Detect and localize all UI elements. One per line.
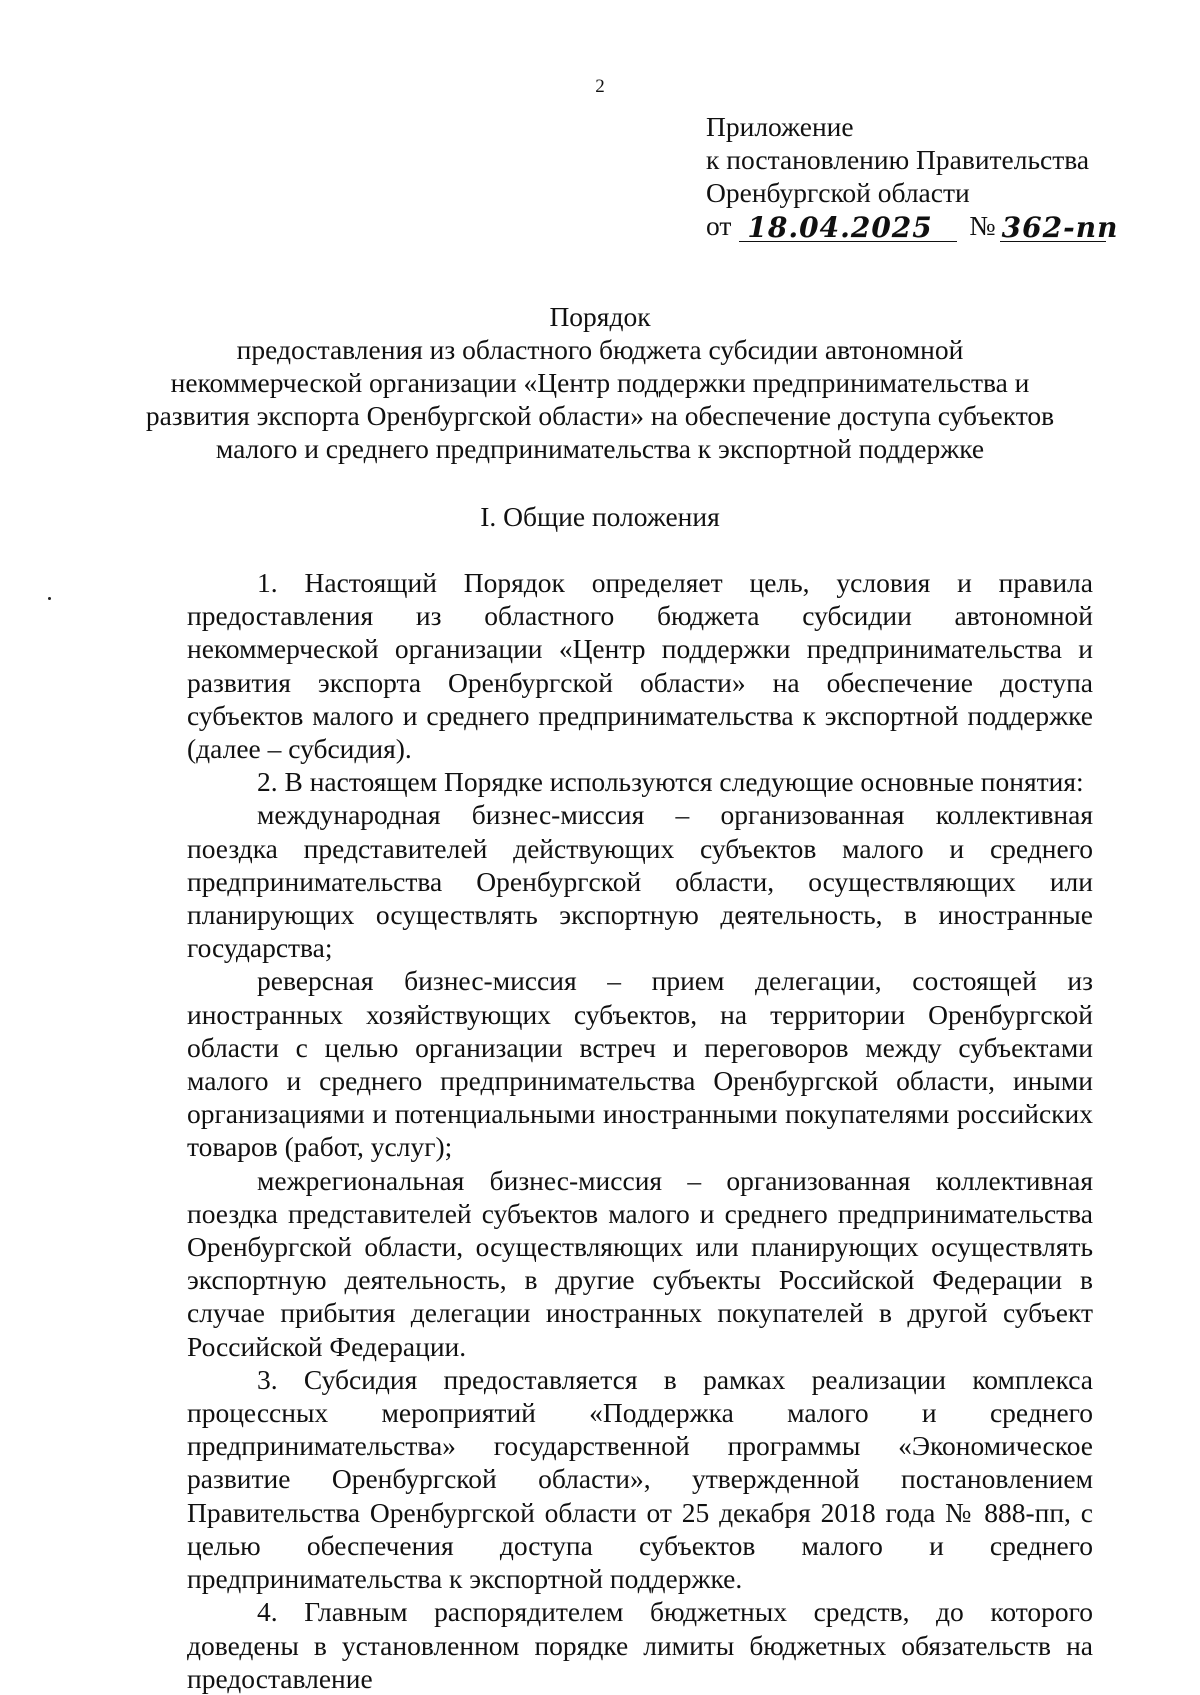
title-line-4: малого и среднего предпринимательства к экспортной поддержке (215, 433, 985, 464)
date-field (739, 210, 957, 242)
number-field (1000, 210, 1119, 244)
handwritten-number: 362-пп (1001, 211, 1119, 244)
title-line-2: некоммерческой организации «Центр поддержки предпринимательства и (170, 367, 1030, 398)
handwritten-date: 18.04.2025 (747, 211, 933, 244)
definition-international-mission: международная бизнес-миссия – организованная коллективная поездка представителей действующих субъектов малого и среднего предпринимательства Оренбургской области, осуществляющих или планирующих осуществлять экспортную деятельность, в иностранные государства; (187, 799, 1093, 964)
definition-reverse-mission: реверсная бизнес-миссия – прием делегации, состоящей из иностранных хозяйствующих субъектов, на территории Оренбургской области с целью организации встреч и переговоров между субъектами малого и среднего предпринимательства Оренбургской области, иными организациями и потенциальными иностранными покупателями российских товаров (работ, услуг); (187, 965, 1093, 1163)
appendix-block (706, 110, 1119, 244)
title-heading: Порядок (549, 301, 651, 332)
definition-interregional-mission: межрегиональная бизнес-миссия – организованная коллективная поездка представителей субъектов малого и среднего предпринимательства Оренбургской области, осуществляющих или планирующих осуществлять экспортную деятельность, в другие субъекты Российской Федерации в случае прибытия делегации иностранных покупателей в другой субъект Российской Федерации. (187, 1164, 1093, 1362)
page-number: 2 (595, 76, 605, 97)
title-line-3: развития экспорта Оренбургской области» на обеспечение доступа субъектов (145, 400, 1055, 431)
document-title (0, 300, 1200, 465)
appendix-line-3: Оренбургской области (706, 177, 970, 208)
appendix-date-number-row (706, 209, 1119, 244)
paragraph-1: 1. Настоящий Порядок определяет цель, условия и правила предоставления из областного бюджета субсидии автономной некоммерческой организации «Центр поддержки предпринимательства и развития экспорта Оренбургской области» на обеспечение доступа субъектов малого и среднего предпринимательства к экспортной поддержке (далее – субсидия). (187, 567, 1093, 765)
section-heading: I. Общие положения (480, 501, 720, 532)
document-body (187, 566, 1093, 1695)
paragraph-2: 2. В настоящем Порядке используются следующие основные понятия: (257, 766, 1084, 798)
appendix-line-1: Приложение (706, 111, 854, 142)
paragraph-4: 4. Главным распорядителем бюджетных средств, до которого доведены в установленном порядке лимиты бюджетных обязательств на предоставление (187, 1596, 1093, 1694)
title-line-1: предоставления из областного бюджета субсидии автономной (236, 334, 964, 365)
scan-speck (48, 597, 51, 600)
paragraph-3: 3. Субсидия предоставляется в рамках реализации комплекса процессных мероприятий «Поддержка малого и среднего предпринимательства» государственной программы «Экономическое развитие Оренбургской области», утвержденной постановлением Правительства Оренбургской области от 25 декабря 2018 года № 888-пп, с целью обеспечения доступа субъектов малого и среднего предпринимательства к экспортной поддержке. (187, 1363, 1093, 1595)
number-prefix: № (969, 210, 996, 241)
appendix-line-2: к постановлению Правительства (706, 144, 1090, 175)
date-prefix: от (706, 210, 732, 241)
